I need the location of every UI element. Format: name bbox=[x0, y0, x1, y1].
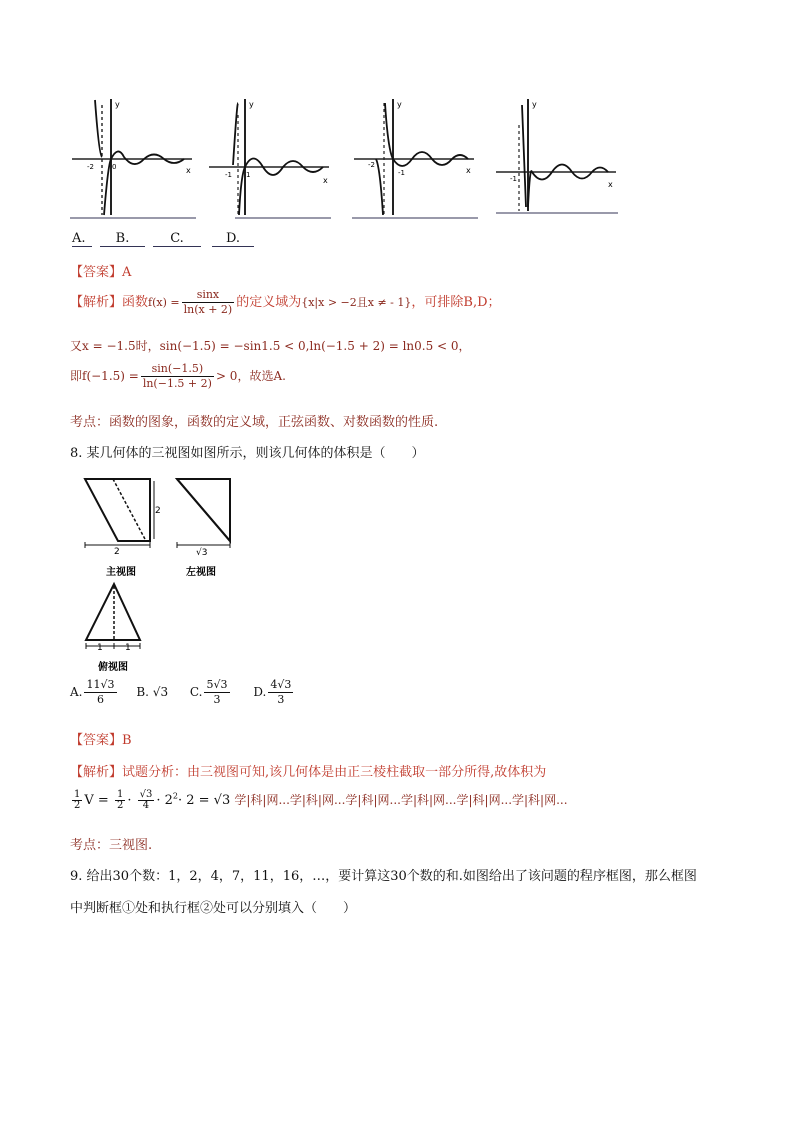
graph-option-a[interactable]: A. bbox=[72, 231, 92, 247]
dim-label: 1 bbox=[125, 643, 131, 653]
q7-analysis-line1: 【解析】函数f(x) = $\frac{\sin x}{\ln(x + 2)}$ 的定义域为{x|x > −2且x ≠ - 1}，可排除B,D； bbox=[70, 288, 501, 316]
tick-label: -2 bbox=[368, 161, 375, 169]
q8-analysis: 【解析】试题分析：由三视图可知,该几何体是由正三棱柱截取一部分所得,故体积为 bbox=[70, 765, 547, 780]
tick-label: -1 bbox=[225, 171, 232, 179]
x-axis-label: x bbox=[466, 166, 471, 175]
dim-label: √3 bbox=[196, 548, 208, 558]
y-axis-label: y bbox=[532, 100, 537, 109]
q8-answer bbox=[70, 729, 132, 748]
dim-label: 1 bbox=[97, 643, 103, 653]
top-view-label: 俯视图 bbox=[98, 662, 128, 673]
tick-label: -1 bbox=[398, 169, 405, 177]
option-b[interactable]: B. √3 bbox=[136, 685, 169, 699]
tick-label: -1 bbox=[510, 175, 517, 183]
option-graph-d bbox=[492, 95, 622, 220]
q9-stem-line2: 中判断框①处和执行框②处可以分别填入（ ） bbox=[70, 901, 357, 916]
option-graph-b bbox=[205, 95, 335, 220]
tick-label: 1 bbox=[246, 171, 251, 179]
q7-answer bbox=[70, 261, 131, 280]
tick-label: 0 bbox=[112, 163, 117, 171]
side-view-figure bbox=[172, 475, 242, 580]
option-d[interactable]: D. $\frac{4√3}{3}$ bbox=[253, 678, 292, 706]
x-axis-label: x bbox=[608, 180, 613, 189]
top-view-figure bbox=[80, 582, 160, 674]
fraction: $\frac{\sin(-1.5)}{\ln(-1.5 + 2)}$ bbox=[142, 362, 212, 390]
option-graph-a bbox=[68, 95, 198, 220]
q7-kaodian: 考点：函数的图象，函数的定义域，正弦函数、对数函数的性质. bbox=[70, 415, 439, 430]
q9-stem-line1: 9. 给出30个数：1，2，4，7，11，16，…，要计算这30个数的和.如图给出了该问题的程序框图，那么框图 bbox=[70, 869, 697, 884]
dim-label: 2 bbox=[155, 506, 161, 516]
answer-tag: 【答案】 bbox=[70, 733, 123, 748]
q8-formula: $\frac{1}{2}$ V = $\frac{1}{2}$ · $\frac{√3}{4}$ · $2^2\cdot 2 = √3$ 学|科|网...学|科|网...学|科|网...学|科|网...学|科|网...学|科|网... bbox=[74, 789, 568, 811]
q7-analysis-line2: 又x = −1.5时，sin(−1.5) = −sin1.5 < 0,ln(−1.5 + 2) = ln0.5 < 0， bbox=[70, 339, 471, 353]
analysis-tag: 【解析】 bbox=[70, 765, 123, 780]
fraction: $\frac{\sin x}{\ln(x + 2)}$ bbox=[183, 288, 233, 316]
option-a[interactable]: A. $\frac{11√3}{6}$ bbox=[70, 678, 115, 706]
graph-option-b[interactable]: B. bbox=[100, 231, 145, 247]
q8-kaodian: 考点：三视图. bbox=[70, 838, 153, 853]
y-axis-label: y bbox=[249, 100, 254, 109]
y-axis-label: y bbox=[397, 100, 402, 109]
option-c[interactable]: C. $\frac{5√3}{3}$ bbox=[189, 678, 228, 706]
side-view-label: 左视图 bbox=[186, 567, 216, 578]
q8-options bbox=[70, 678, 295, 707]
front-view-figure bbox=[80, 475, 160, 580]
y-axis-label: y bbox=[115, 100, 120, 109]
q7-analysis-line3: 即f(−1.5) = $\frac{\sin(-1.5)}{\ln(-1.5 + 2)}$ > 0，故选A. bbox=[70, 362, 286, 390]
option-graph-c bbox=[350, 95, 480, 220]
graph-option-d[interactable]: D. bbox=[212, 231, 254, 247]
x-axis-label: x bbox=[323, 176, 328, 185]
graph-option-c[interactable]: C. bbox=[153, 231, 201, 247]
front-view-label: 主视图 bbox=[106, 567, 136, 578]
answer-value: A bbox=[122, 265, 132, 280]
answer-value: B bbox=[122, 733, 132, 748]
answer-tag: 【答案】 bbox=[70, 265, 123, 280]
tick-label: -2 bbox=[87, 163, 94, 171]
watermark-text: 学|科|网...学|科|网...学|科|网...学|科|网...学|科|网...学|科|网... bbox=[234, 793, 568, 807]
analysis-tag: 【解析】 bbox=[70, 295, 123, 310]
q8-stem: 8. 某几何体的三视图如图所示，则该几何体的体积是（ ） bbox=[70, 446, 425, 461]
dim-label: 2 bbox=[114, 547, 120, 557]
x-axis-label: x bbox=[186, 166, 191, 175]
